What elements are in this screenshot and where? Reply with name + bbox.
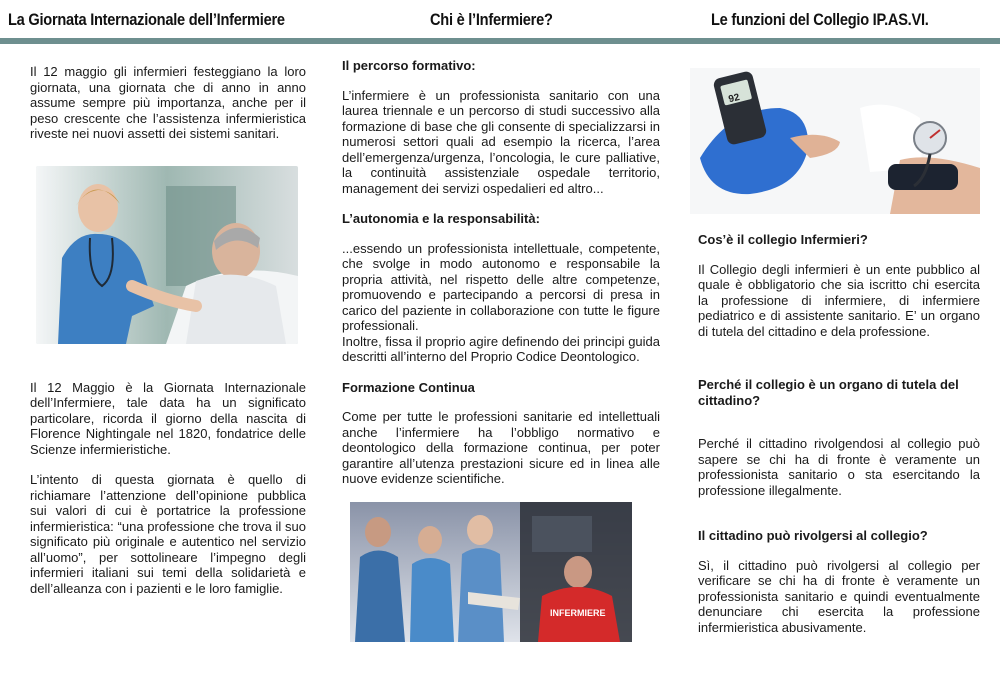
paragraph-tutela: Perché il cittadino rivolgendosi al collegio può sapere se chi ha di fronte è veramente un professionista sanitario o sta esercitando la professione illegalmente.: [698, 436, 980, 498]
heading-percorso: Il percorso formativo:: [342, 58, 476, 73]
infermiere-badge: INFERMIERE: [550, 607, 606, 618]
paragraph-formazione: Come per tutte le professioni sanitarie ed intellettuali anche l’infermiere ha l’obbligo normativo e deontologico della formazione continua, per poter garantire all’utenza prestazioni sicure ed in linea alle nuove evidenze scientifiche.: [342, 409, 660, 486]
col1-paragraph-date: Il 12 Maggio è la Giornata Internazionale dell’Infermiere, tale data ha un significato particolare, ricorda il giorno della nascita di Florence Nightingale nel 1820, fondatrice delle Scienze infermieristiche.: [30, 379, 306, 457]
column-infermiere: [342, 58, 660, 642]
heading-tutela: Perché il collegio è un organo di tutela del cittadino?: [698, 377, 959, 408]
heading-rivolgersi: Il cittadino può rivolgersi al collegio?: [698, 528, 928, 543]
col1-paragraph-intro: Il 12 maggio gli infermieri festeggiano la loro giornata, una giornata che di anno in anno assume sempre più importanza, anche per il peso crescente che l’assistenza infermieristica riveste nei nuovi assetti dei sistemi sanitari.: [30, 64, 306, 141]
header-divider: [0, 38, 1000, 44]
heading-cose-collegio: Cos’è il collegio Infermieri?: [698, 232, 868, 247]
col1-title: La Giornata Internazionale dell’Infermiere: [8, 10, 285, 29]
heading-formazione: Formazione Continua: [342, 379, 475, 395]
health-check-photo: [690, 68, 980, 214]
emergency-team-photo: [350, 502, 632, 642]
nurse-patient-photo: [36, 166, 298, 344]
col2-title: Chi è l’Infermiere?: [430, 10, 553, 29]
col1-paragraph-intent: L’intento di questa giornata è quello di richiamare l’attenzione dell’opinione pubblica sui valori di cui è portatrice la professione infermieristica: “una professione che trova il suo significato più originale e autentico nel servizio all’uomo”, per sottolineare l’impegno degli infermieri italiani sui temi della solidarietà e dell’alleanza con i pazienti e le loro famiglie.: [30, 472, 306, 596]
paragraph-autonomia: ...essendo un professionista intellettuale, competente, che svolge in modo autonomo e responsabile la propria attività, nel rispetto delle altre competenze, promuovendo e partecipando a percorsi di presa in carico del paziente in collaborazione con tutte le figure professionali.: [342, 240, 660, 333]
col3-title: Le funzioni del Collegio IP.AS.VI.: [711, 10, 929, 29]
paragraph-percorso: L’infermiere è un professionista sanitario con una laurea triennale e un percorso di studi successivo alla formazione di base che gli consente di specializzarsi in numerosi settori quali ad esempio la ricerca, l’area dell’emergenza/urgenza, l’oncologia, le cure palliative, la continuità assistenziale ospedale territorio, management dei servizi ospedalieri ed altro...: [342, 87, 660, 196]
column-collegio: [698, 68, 980, 650]
glucose-meter-readout: 92: [727, 91, 741, 106]
paragraph-cose-collegio: Il Collegio degli infermieri è un ente pubblico al quale è obbligatorio che sia iscritto chi esercita la professione di infermiere, di infermiere pediatrico e di assistente sanitario. E’ un organo di tutela del cittadino e dela professione.: [698, 261, 980, 339]
heading-autonomia: L’autonomia e la responsabilità:: [342, 211, 540, 226]
paragraph-codice: Inoltre, fissa il proprio agire definendo dei principi guida descritti all’interno del Proprio Codice Deontologico.: [342, 333, 660, 364]
column-giornata: [30, 64, 306, 611]
paragraph-rivolgersi: Sì, il cittadino può rivolgersi al collegio per verificare se chi ha di fronte è veramente un professionista sanitario e quindi eventualmente denunciare chi esercita la professione infermieristica abusivamente.: [698, 557, 980, 635]
